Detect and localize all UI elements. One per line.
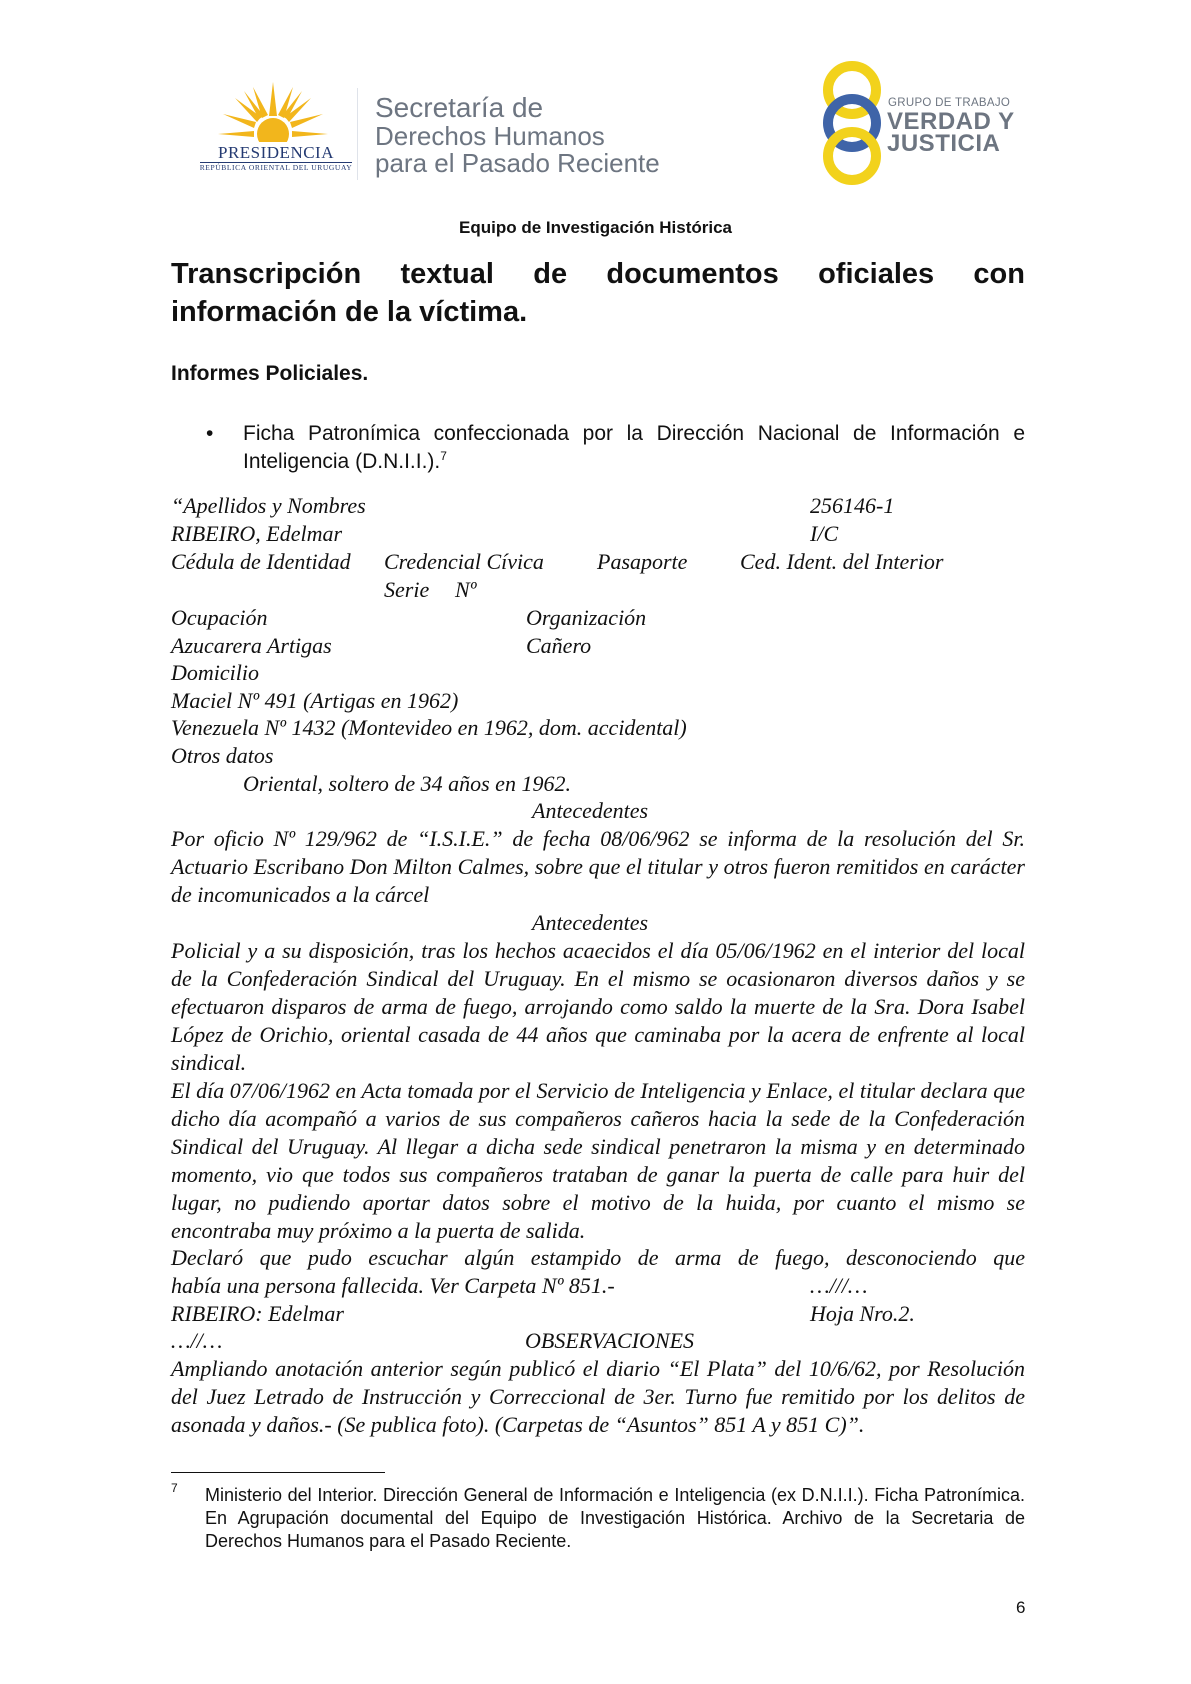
bullet-item	[243, 420, 1025, 476]
grupo-line-3: JUSTICIA	[887, 130, 1001, 157]
organizacion-value: Cañero	[526, 633, 592, 658]
presidencia-name: PRESIDENCIA	[217, 143, 334, 162]
serie-label: Serie	[384, 577, 430, 602]
header-separator	[357, 88, 358, 180]
person-name-2: RIBEIRO: Edelmar	[171, 1301, 344, 1326]
antecedentes-paragraph-2: Policial y a su disposición, tras los hechos acaecidos el día 05/06/1962 en el interior del local de la Confederación Sindical del Uruguay. En el mismo se ocasionaron diversos daños y se efectuaron disparos de arma de fuego, arrojando como saldo la muerte de la Sra. Dora Isabel López de Orichio, oriental casada de 44 años que caminaba por la acera de enfrente al local sindical.	[171, 938, 1025, 1075]
antecedentes-paragraph-1: Por oficio Nº 129/962 de “I.S.I.E.” de fecha 08/06/962 se informa de la resolución del Sr. Actuario Escribano Don Milton Calmes, sobre que el titular y otros fueron remitidos en carácter de incomunicados a la cárcel	[171, 826, 1025, 907]
hoja-number: Hoja Nro.2.	[810, 1301, 915, 1326]
ic-mark: I/C	[810, 521, 839, 546]
secretaria-line-1: Secretaría de	[375, 92, 544, 123]
pasaporte-label: Pasaporte	[597, 549, 688, 574]
bullet-text: Ficha Patronímica confeccionada por la Dirección Nacional de Información e Inteligencia (D.N.I.I.).	[243, 422, 1025, 473]
page-number: 6	[1016, 1598, 1026, 1617]
credencial-label: Credencial Cívica	[384, 549, 544, 574]
observaciones-heading: OBSERVACIONES	[525, 1328, 695, 1353]
declaro-last-line: había una persona fallecida. Ver Carpeta Nº 851.-	[171, 1273, 615, 1298]
domicilio-2: Venezuela Nº 1432 (Montevideo en 1962, dom. accidental)	[171, 715, 687, 740]
team-heading: Equipo de Investigación Histórica	[459, 218, 732, 237]
domicilio-label: Domicilio	[171, 660, 259, 685]
observaciones-paragraph: Ampliando anotación anterior según publicó el diario “El Plata” del 10/6/62, por Resolución del Juez Letrado de Instrucción y Correccional de 3er. Turno fue remitido por los delitos de asonada y daños.- (Se publica foto). (Carpetas de “Asuntos” 851 A y 851 C)”.	[171, 1356, 1025, 1437]
page-title: Transcripción textual de documentos oficiales con información de la víctima.	[171, 258, 1025, 328]
ced-interior-label: Ced. Ident. del Interior	[740, 549, 944, 574]
footnote-rule	[171, 1472, 385, 1473]
continuation-mark-2: …//…	[171, 1328, 223, 1353]
secretaria-line-3: para el Pasado Reciente	[375, 148, 660, 178]
domicilio-1: Maciel Nº 491 (Artigas en 1962)	[171, 688, 459, 713]
section-heading: Informes Policiales.	[171, 362, 369, 385]
presidencia-subtitle: REPÚBLICA ORIENTAL DEL URUGUAY	[199, 163, 353, 172]
ocupacion-label: Ocupación	[171, 605, 268, 630]
verdad-justicia-rings-logo	[812, 60, 892, 186]
footnote-text: Ministerio del Interior. Dirección General de Información e Inteligencia (ex D.N.I.I.). Ficha Patronímica. En Agrupación documental del Equipo de Investigación Histórica. Archivo de la Secretaria de Derechos Humanos para el Pasado Reciente.	[205, 1485, 1025, 1551]
footnote-ref: 7	[440, 449, 447, 463]
otros-datos-label: Otros datos	[171, 743, 274, 768]
organizacion-label: Organización	[526, 605, 647, 630]
grupo-line-2: VERDAD Y	[887, 108, 1015, 135]
otros-datos-value: Oriental, soltero de 34 años en 1962.	[243, 771, 571, 796]
numero-label: Nº	[455, 577, 477, 602]
grupo-line-1: GRUPO DE TRABAJO	[888, 97, 1011, 109]
presidencia-sun-logo	[218, 82, 328, 152]
ficha-number: 256146-1	[810, 493, 895, 518]
declaro-paragraph: Declaró que pudo escuchar algún estampido de arma de fuego, desconociendo que	[171, 1245, 1025, 1270]
antecedentes-heading-1: Antecedentes	[532, 798, 649, 823]
apellidos-label: “Apellidos y Nombres	[171, 493, 366, 518]
acta-paragraph: El día 07/06/1962 en Acta tomada por el Servicio de Inteligencia y Enlace, el titular declara que dicho día acompañó a varios de sus compañeros cañeros hacia la sede de la Confederación Sindical del Uruguay. Al llegar a dicha sede sindical penetraron la misma y en determinado momento, vio que todos sus compañeros trataban de ganar la puerta de calle para huir del lugar, no pudiendo aportar datos sobre el motivo de la huida, por cuanto el mismo se encontraba muy próximo a la puerta de salida.	[171, 1078, 1025, 1243]
bullet-marker: •	[206, 422, 214, 445]
ocupacion-value: Azucarera Artigas	[171, 633, 332, 658]
antecedentes-heading-2: Antecedentes	[532, 910, 649, 935]
cedula-label: Cédula de Identidad	[171, 549, 351, 574]
continuation-mark: …///…	[810, 1273, 868, 1298]
footnote-number: 7	[171, 1481, 178, 1495]
person-name: RIBEIRO, Edelmar	[171, 521, 343, 546]
secretaria-line-2: Derechos Humanos	[375, 121, 605, 151]
